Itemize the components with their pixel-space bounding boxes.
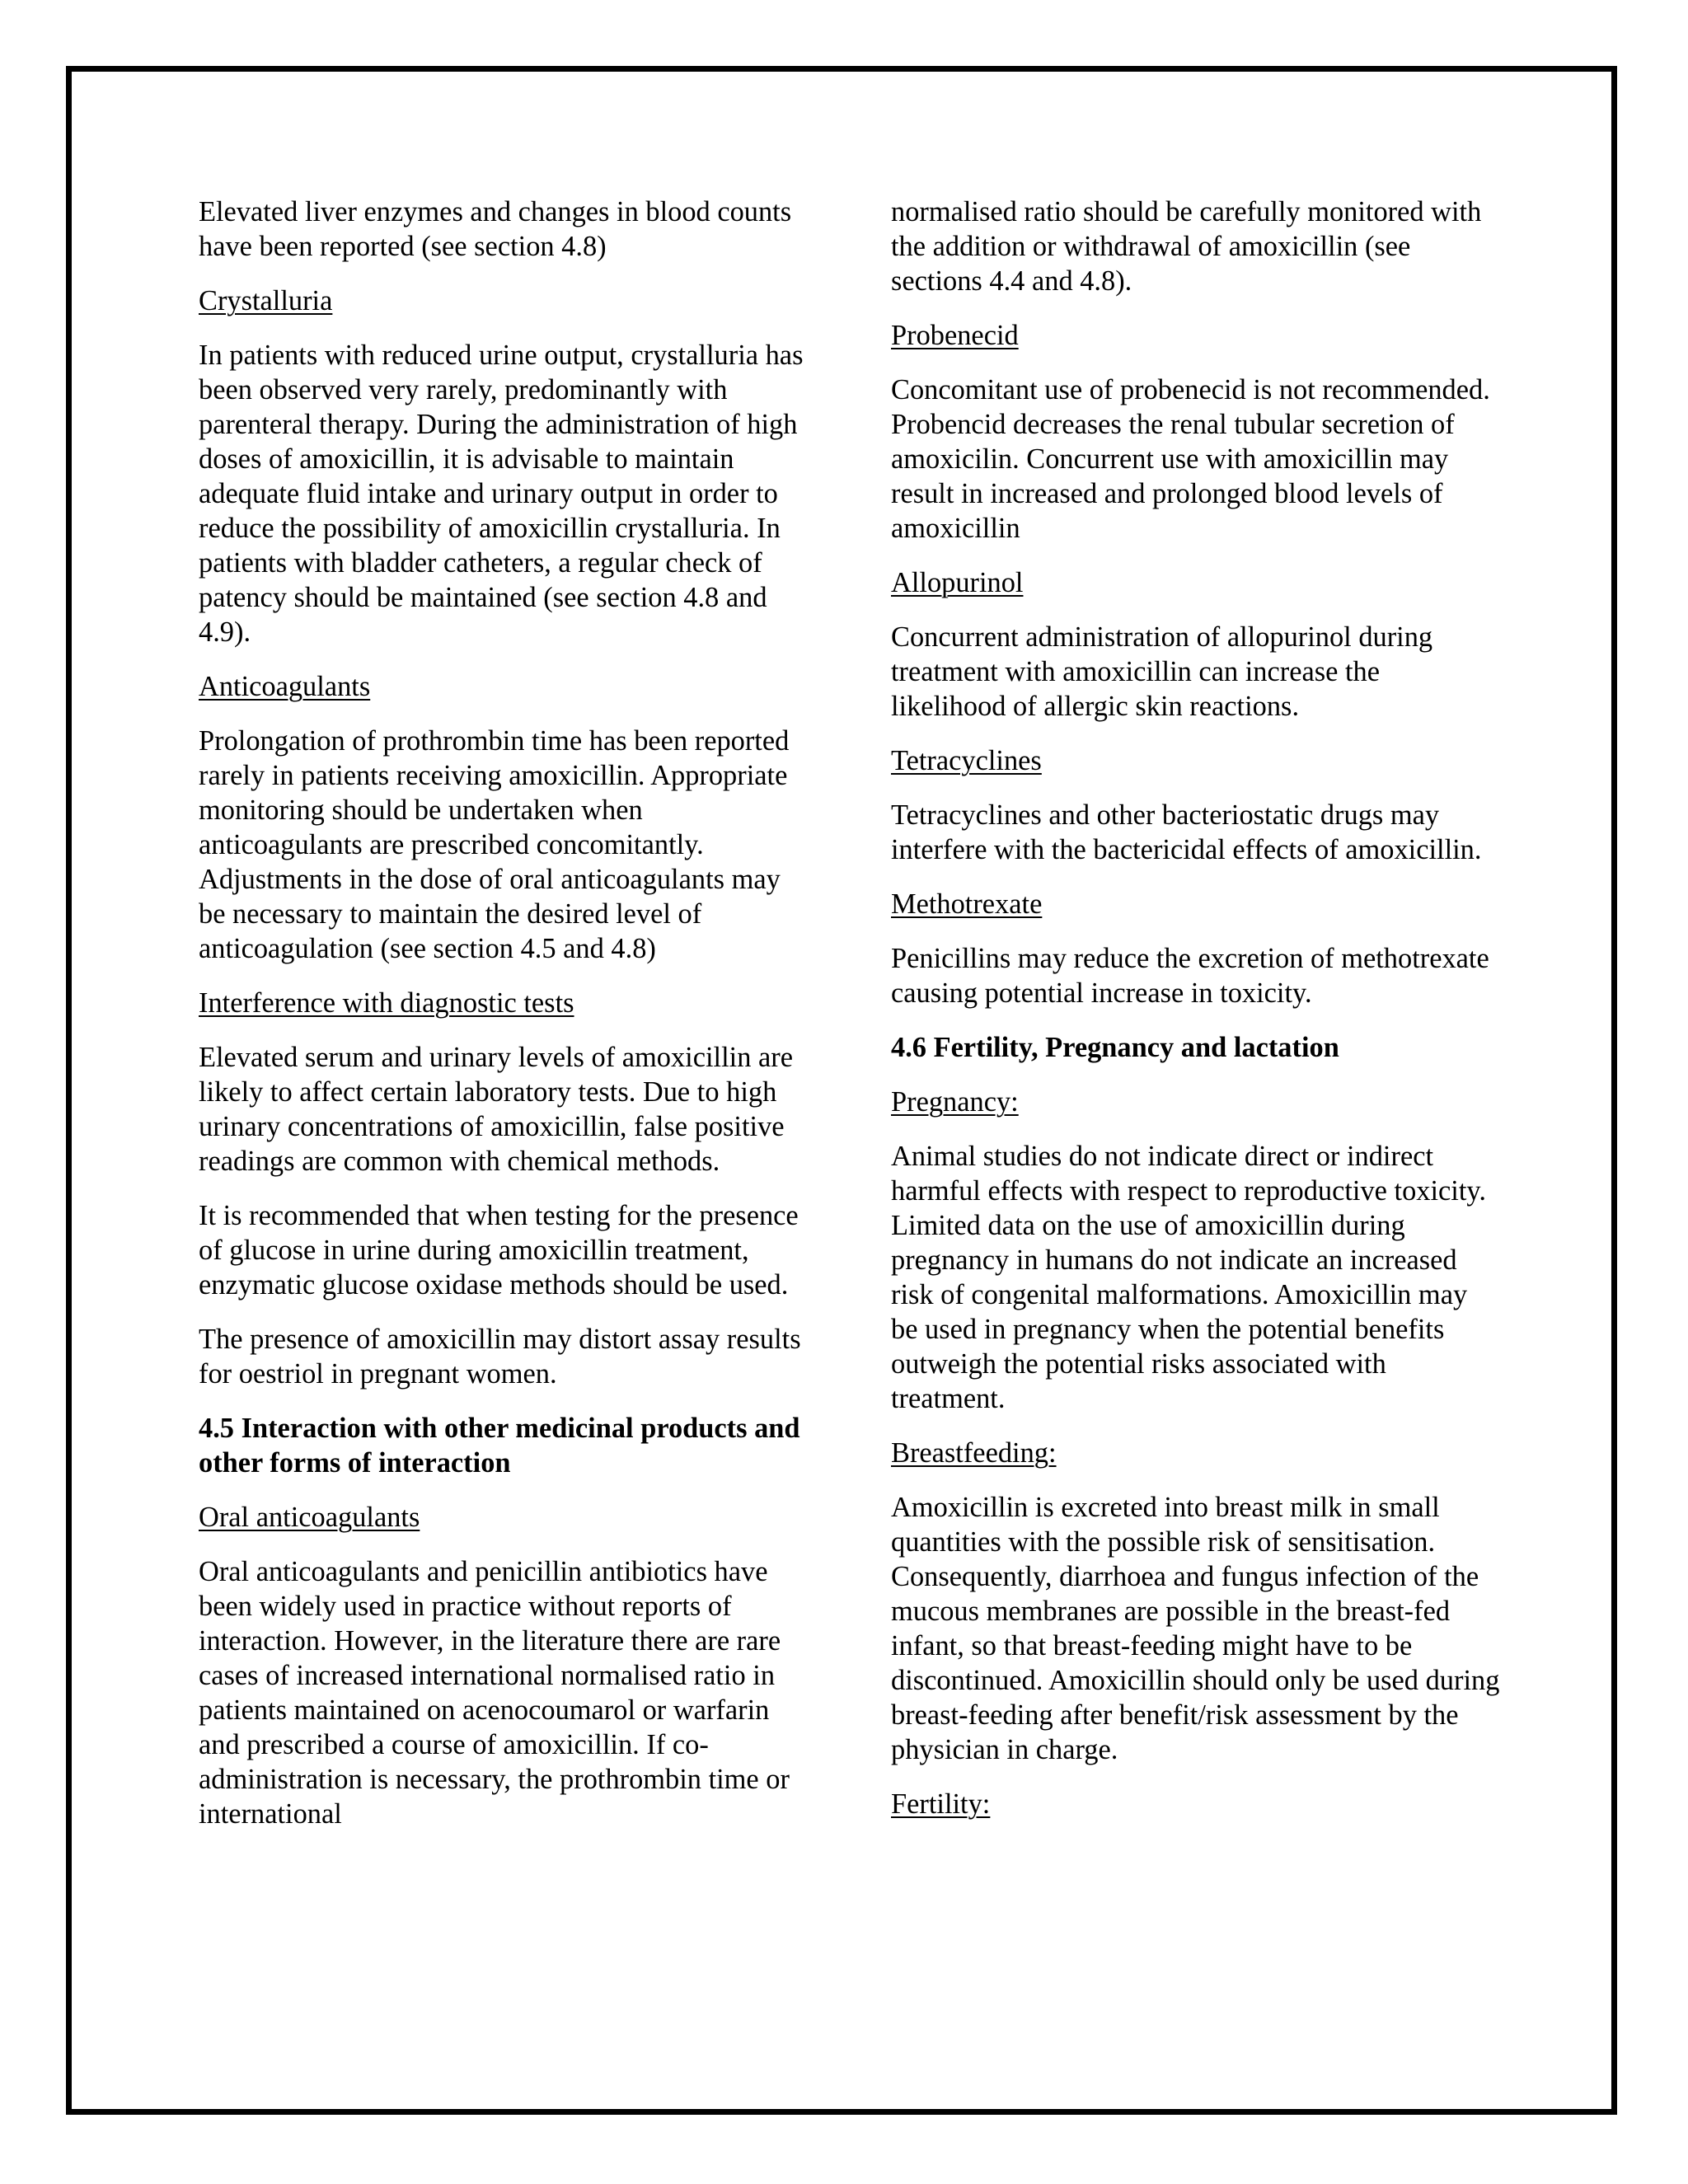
- subhead-crystalluria: Crystalluria: [199, 285, 333, 316]
- para-diagnostic-3: The presence of amoxicillin may distort assay results for oestriol in pregnant women.: [199, 1324, 801, 1390]
- para-probenecid: Concomitant use of probenecid is not recommended. Probencid decreases the renal tubular secretion of amoxicilin. Concurrent use with amoxicillin may result in increased and prolonged blood levels of amoxicillin: [891, 374, 1490, 544]
- subhead-fertility: Fertility:: [891, 1788, 991, 1820]
- left-column: [199, 194, 809, 1851]
- heading-4-5: 4.5 Interaction with other medicinal products and other forms of interaction: [199, 1413, 800, 1479]
- para-allopurinol: Concurrent administration of allopurinol during treatment with amoxicillin can increase the likelihood of allergic skin reactions.: [891, 621, 1433, 722]
- para-diagnostic-2: It is recommended that when testing for the presence of glucose in urine during amoxicillin treatment, enzymatic glucose oxidase methods should be used.: [199, 1200, 799, 1301]
- para-oral-anticoagulants-cont: normalised ratio should be carefully monitored with the addition or withdrawal of amoxicillin (see sections 4.4 and 4.8).: [891, 196, 1482, 297]
- subhead-diagnostic-tests: Interference with diagnostic tests: [199, 987, 574, 1019]
- para-crystalluria: In patients with reduced urine output, crystalluria has been observed very rarely, predominantly with parenteral therapy. During the administration of high doses of amoxicillin, it is advisable to maintain adequate fluid intake and urinary output in order to reduce the possibility of amoxicillin crystalluria. In patients with bladder catheters, a regular check of patency should be maintained (see section 4.8 and 4.9).: [199, 340, 804, 648]
- subhead-allopurinol: Allopurinol: [891, 567, 1024, 598]
- subhead-oral-anticoagulants: Oral anticoagulants: [199, 1502, 420, 1533]
- para-oral-anticoagulants: Oral anticoagulants and penicillin antibiotics have been widely used in practice without reports of interaction. However, in the literature there are rare cases of increased international normalised ratio in patients maintained on acenocoumarol or warfarin and prescribed a course of amoxicillin. If co-administration is necessary, the prothrombin time or international: [199, 1556, 790, 1830]
- subhead-methotrexate: Methotrexate: [891, 888, 1043, 920]
- subhead-probenecid: Probenecid: [891, 320, 1019, 351]
- subhead-breastfeeding: Breastfeeding:: [891, 1437, 1057, 1469]
- para-pregnancy: Animal studies do not indicate direct or indirect harmful effects with respect to reproductive toxicity. Limited data on the use of amoxicillin during pregnancy in humans do not indicate an increased risk of congenital malformations. Amoxicillin may be used in pregnancy when the potential benefits outweigh the potential risks associated with treatment.: [891, 1141, 1486, 1414]
- subhead-pregnancy: Pregnancy:: [891, 1086, 1019, 1118]
- para-methotrexate: Penicillins may reduce the excretion of methotrexate causing potential increase in toxicity.: [891, 943, 1489, 1009]
- para-breastfeeding: Amoxicillin is excreted into breast milk in small quantities with the possible risk of sensitisation. Consequently, diarrhoea and fungus infection of the mucous membranes are possible in the breast-fed infant, so that breast-feeding might have to be discontinued. Amoxicillin should only be used during breast-feeding after benefit/risk assessment by the physician in charge.: [891, 1492, 1500, 1765]
- para-liver-enzymes: Elevated liver enzymes and changes in blood counts have been reported (see section 4.8): [199, 196, 792, 262]
- subhead-anticoagulants: Anticoagulants: [199, 671, 371, 702]
- para-diagnostic-1: Elevated serum and urinary levels of amoxicillin are likely to affect certain laboratory tests. Due to high urinary concentrations of amoxicillin, false positive readings are common with chemical methods.: [199, 1042, 793, 1177]
- para-anticoagulants: Prolongation of prothrombin time has been reported rarely in patients receiving amoxicillin. Appropriate monitoring should be undertaken when anticoagulants are prescribed concomitantly. Adjustments in the dose of oral anticoagulants may be necessary to maintain the desired level of anticoagulation (see section 4.5 and 4.8): [199, 725, 790, 964]
- heading-4-6: 4.6 Fertility, Pregnancy and lactation: [891, 1032, 1339, 1063]
- subhead-tetracyclines: Tetracyclines: [891, 745, 1042, 776]
- para-tetracyclines: Tetracyclines and other bacteriostatic drugs may interfere with the bactericidal effects of amoxicillin.: [891, 799, 1482, 865]
- right-column: [891, 194, 1501, 1841]
